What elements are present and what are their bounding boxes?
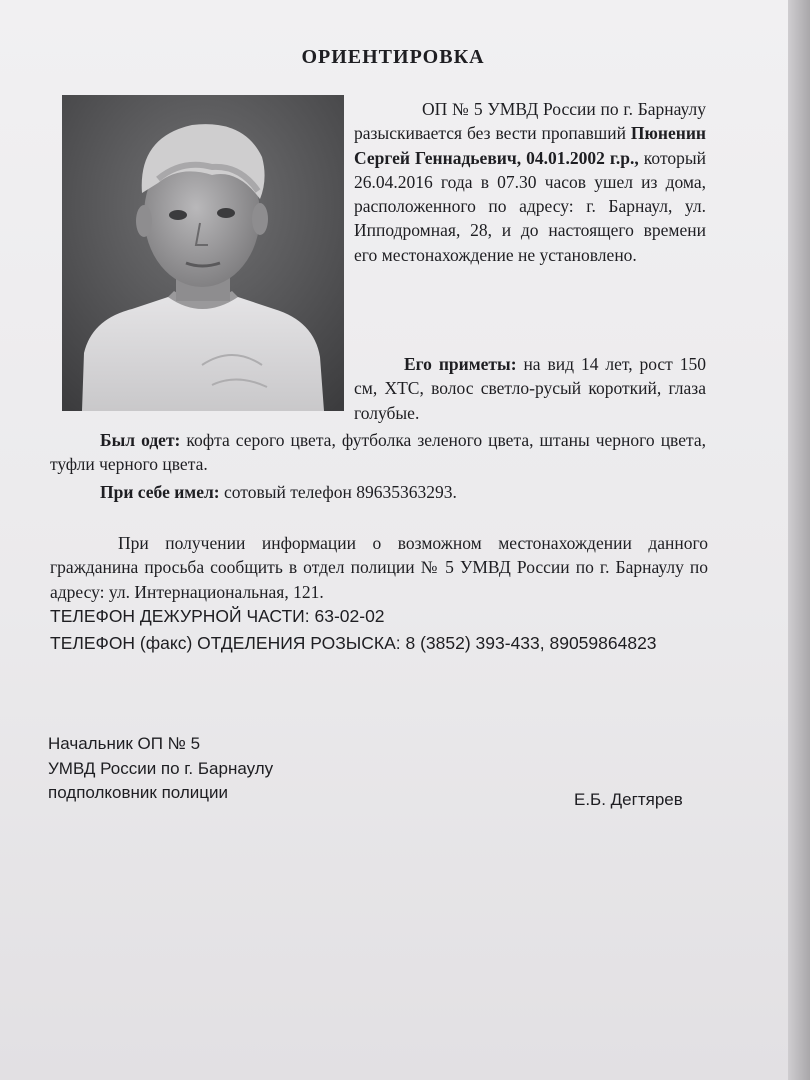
signature-department: УМВД России по г. Барнаулу [48,758,274,778]
clothes-paragraph [50,428,706,477]
signs-text: на вид 14 лет, рост 150 см, ХТС, волос светло-русый короткий, глаза голубые. [354,354,706,423]
signature-block [48,732,273,806]
document-title: ОРИЕНТИРОВКА [301,46,485,68]
signs-label: Его приметы: [404,354,517,374]
info-paragraph [50,531,708,604]
missing-person-photo [62,95,344,411]
search-dept-phone: ТЕЛЕФОН (факс) ОТДЕЛЕНИЯ РОЗЫСКА: 8 (3852) 393-433, 89059864823 [50,633,657,653]
intro-text-1: ОП № 5 УМВД России по г. Барнаулу разыскивается без вести пропавший [354,99,706,144]
paper-edge [788,0,810,1080]
info-text: При получении информации о возможном местонахождении данного гражданина просьба сообщить в отдел полиции № 5 УМВД России по г. Барнаулу по адресу: ул. Интернациональная, 121. [50,533,708,602]
clothes-label: Был одет: [100,430,181,450]
intro-paragraph [354,97,706,267]
boy-portrait-image [62,95,344,411]
belongings-text: сотовый телефон 89635363293. [219,482,457,502]
signs-paragraph [354,352,706,425]
missing-person-name: Пюненин Сергей Геннадьевич, 04.01.2002 г.р., [354,123,706,168]
duty-phone: ТЕЛЕФОН ДЕЖУРНОЙ ЧАСТИ: 63-02-02 [50,606,385,626]
signature-position: Начальник ОП № 5 [48,734,201,753]
belongings-paragraph [50,480,706,504]
clothes-text: кофта серого цвета, футболка зеленого цвета, штаны черного цвета, туфли черного цвета. [50,430,706,475]
belongings-label: При себе имел: [100,482,220,502]
signature-name: Е.Б. Дегтярев [574,790,683,809]
signature-rank: подполковник полиции [48,783,229,802]
intro-text-2: который 26.04.2016 года в 07.30 часов ушел из дома, расположенного по адресу: г. Барнаул, ул. Ипподромная, 28, и до настоящего времени его местонахождение не установлено. [354,147,706,265]
